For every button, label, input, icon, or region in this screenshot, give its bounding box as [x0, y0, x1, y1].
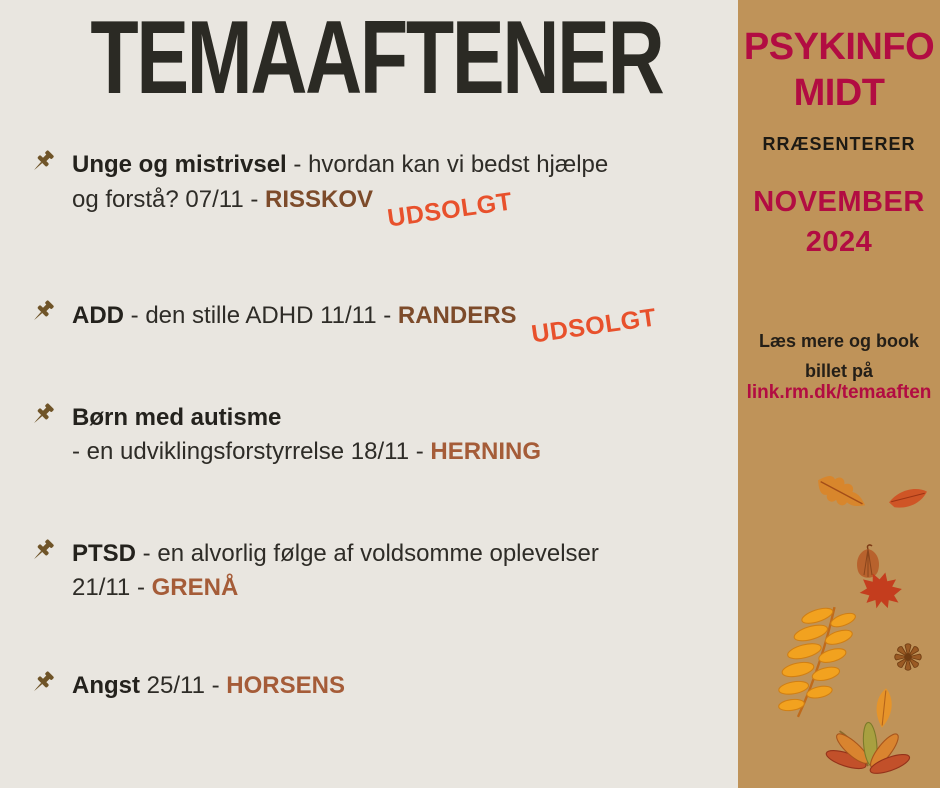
- booking-link: link.rm.dk/temaaften: [746, 382, 932, 403]
- small-red-leaf-icon: [886, 479, 930, 514]
- event-angst: [28, 669, 345, 703]
- event-description: - den stille ADHD 11/11 -: [124, 302, 398, 329]
- page-title-wrap: [0, 0, 740, 116]
- month-line2: 2024: [805, 226, 873, 258]
- event-city: GRENÅ: [151, 574, 239, 601]
- event-text: [72, 298, 658, 349]
- brand-line1: PSYKINFO: [743, 26, 935, 68]
- event-description: - hvordan kan vi bedst hjælpe: [286, 151, 609, 178]
- soldout-badge: UDSOLGT: [529, 303, 658, 349]
- event-text: [72, 537, 599, 605]
- pushpin-icon: [28, 401, 58, 431]
- event-date-line: 21/11 -: [72, 574, 152, 601]
- pushpin-icon: [28, 669, 58, 699]
- event-description: 25/11 -: [140, 672, 227, 699]
- month-label: [738, 182, 940, 262]
- event-description: - en alvorlig følge af voldsomme oplevelser: [136, 540, 599, 567]
- brand-name: [738, 24, 940, 116]
- event-boern-med-autisme: [28, 401, 541, 469]
- star-anise-icon: [890, 640, 926, 674]
- event-ptsd: [28, 537, 599, 605]
- month-line1: NOVEMBER: [753, 186, 925, 218]
- event-city: RISSKOV: [265, 186, 374, 213]
- rowan-leaf-icon: [770, 598, 856, 726]
- event-text: [72, 401, 541, 469]
- pushpin-icon: [28, 537, 58, 567]
- event-city: RANDERS: [397, 302, 517, 329]
- maple-leaf-icon: [854, 565, 908, 615]
- creeper-leaf-icon: [824, 718, 912, 788]
- pushpin-icon: [28, 148, 58, 178]
- event-text: [72, 148, 609, 233]
- soldout-badge: UDSOLGT: [385, 187, 515, 233]
- event-topic: Angst: [72, 672, 140, 699]
- event-date-line: - en udviklingsforstyrrelse 18/11 -: [72, 438, 431, 465]
- event-topic: Unge og mistrivsel: [72, 151, 287, 178]
- presents-label: RRÆSENTERER: [762, 134, 916, 154]
- event-unge-og-mistrivsel: [28, 148, 609, 233]
- event-date-line: og forstå? 07/11 -: [72, 186, 266, 213]
- event-add: [28, 298, 658, 349]
- booking-info-line1: Læs mere og book: [758, 331, 920, 351]
- page-title: TEMAAFTENER: [90, 0, 663, 116]
- event-topic: ADD: [72, 302, 124, 329]
- event-city: HERNING: [430, 438, 542, 465]
- booking-info-line2: billet på: [804, 361, 873, 381]
- event-topic: Børn med autisme: [72, 404, 282, 431]
- sidebar: [738, 0, 940, 788]
- event-city: HORSENS: [226, 672, 345, 699]
- booking-info: [738, 326, 940, 386]
- brand-line2: MIDT: [793, 72, 885, 114]
- event-topic: PTSD: [72, 540, 137, 567]
- event-text: [72, 669, 345, 703]
- oak-leaf-icon: [803, 455, 881, 532]
- pushpin-icon: [28, 298, 58, 328]
